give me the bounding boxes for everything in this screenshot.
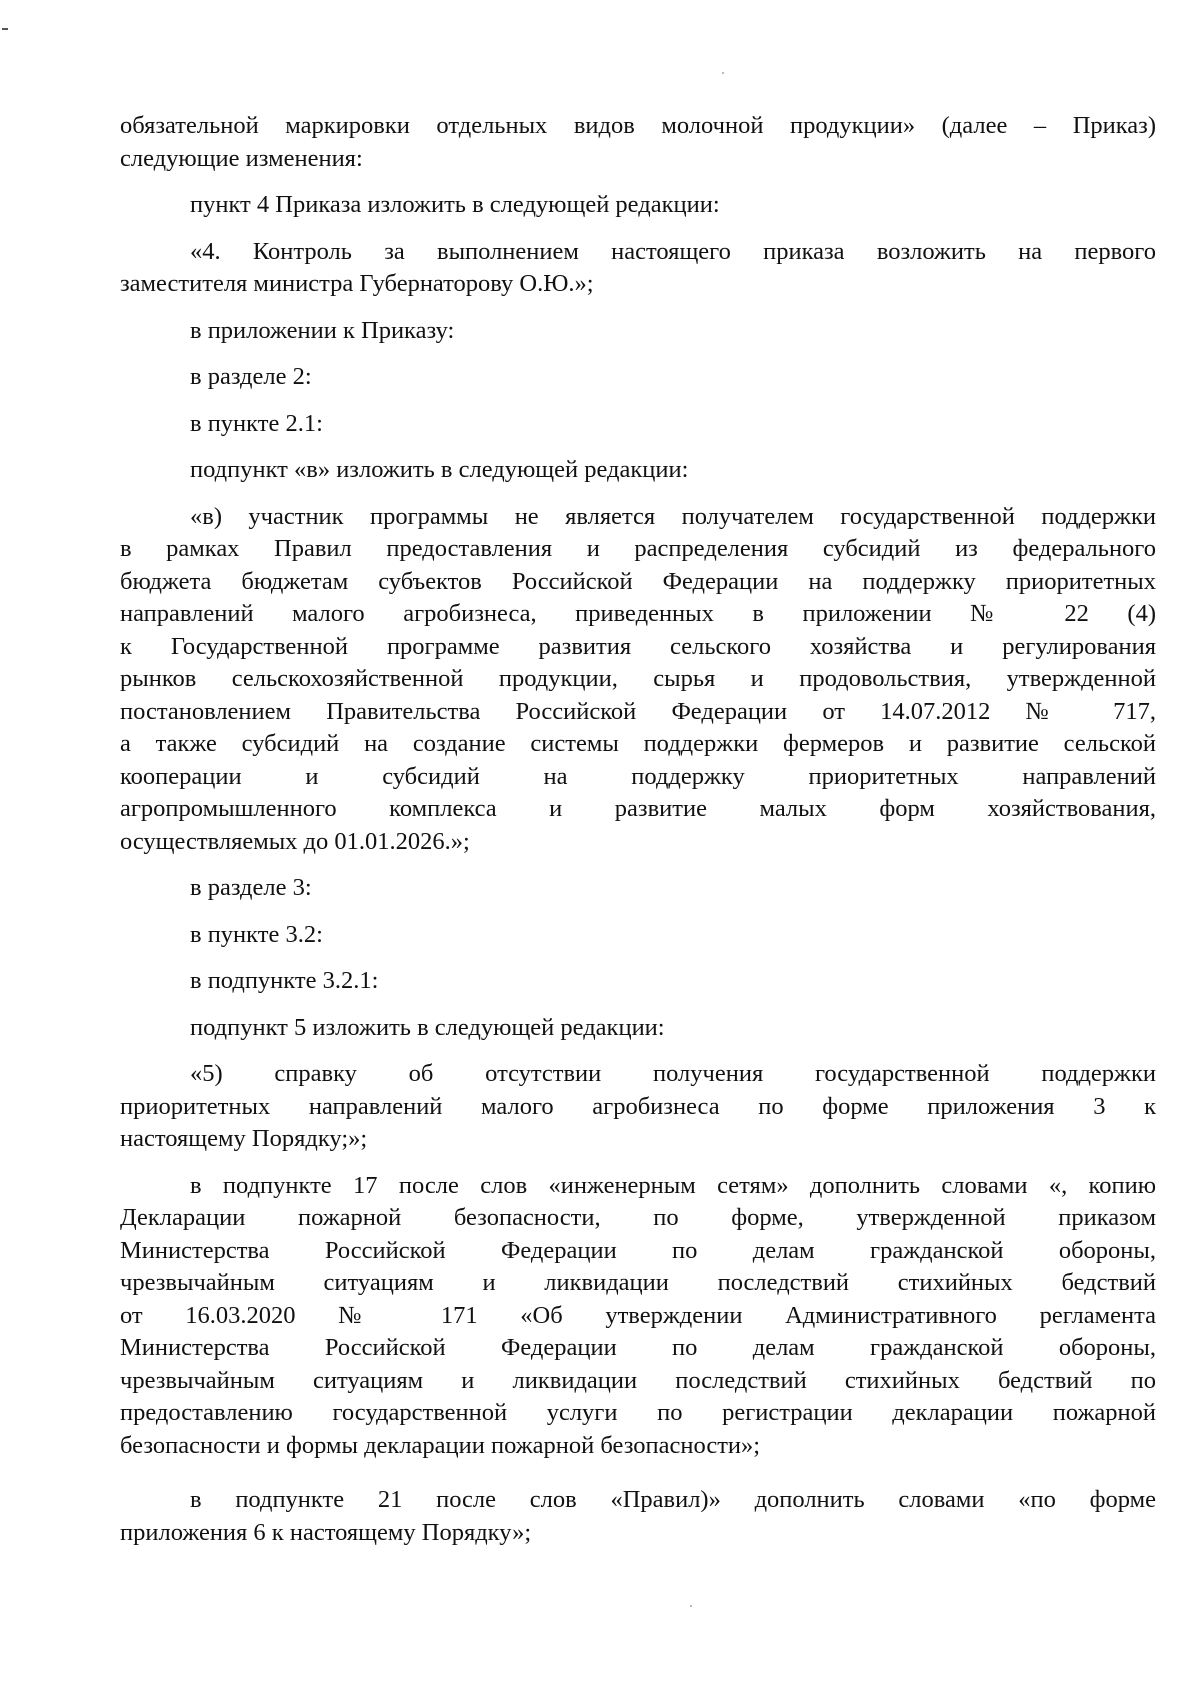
paragraph-p12 (120, 1058, 1156, 1156)
text-line: бюджета бюджетам субъектов Российской Федерации на поддержку приоритетных (120, 567, 1156, 595)
text-line: чрезвычайным ситуациям и ликвидации последствий стихийных бедствий (120, 1269, 1156, 1296)
text-line: постановлением Правительства Российской Федерации от 14.07.2012 № 717, (120, 697, 1156, 725)
text-line: предоставлению государственной услуги по регистрации декларации пожарной (120, 1399, 1156, 1426)
text-line: «5) справку об отсутствии получения государственной поддержки (190, 1060, 1156, 1087)
scan-artifact (2, 28, 8, 30)
scan-artifact-dot (722, 72, 724, 74)
text-line: в подпункте 3.2.1: (190, 967, 379, 994)
text-line: осуществляемых до 01.01.2026.»; (120, 827, 470, 855)
text-line: подпункт «в» изложить в следующей редакции: (190, 456, 689, 483)
text-line: подпункт 5 изложить в следующей редакции: (190, 1013, 665, 1041)
document-body (120, 110, 1156, 1563)
text-line: «4. Контроль за выполнением настоящего приказа возложить на первого (190, 237, 1156, 265)
text-line: приоритетных направлений малого агробизнеса по форме приложения 3 к (120, 1092, 1156, 1120)
text-line: агропромышленного комплекса и развитие малых форм хозяйствования, (120, 795, 1156, 822)
text-line: в пункте 3.2: (190, 920, 323, 948)
text-line: Декларации пожарной безопасности, по форме, утвержденной приказом (120, 1204, 1156, 1231)
text-line: «в) участник программы не является получателем государственной поддержки (190, 502, 1156, 530)
paragraph-p8 (120, 872, 1156, 905)
paragraph-p13 (120, 1170, 1156, 1463)
text-line: к Государственной программе развития сельского хозяйства и регулирования (120, 632, 1156, 660)
text-line: Министерства Российской Федерации по делам гражданской обороны, (120, 1334, 1156, 1361)
text-line: кооперации и субсидий на поддержку приоритетных направлений (120, 762, 1156, 790)
paragraph-p14 (120, 1484, 1156, 1549)
paragraph-p0 (120, 110, 1156, 175)
text-line: безопасности и формы декларации пожарной безопасности»; (120, 1431, 761, 1459)
text-line: в приложении к Приказу: (190, 316, 455, 344)
text-line: направлений малого агробизнеса, приведенных в приложении № 22 (4) (120, 600, 1156, 627)
text-line: следующие изменения: (120, 144, 363, 172)
text-line: настоящему Порядку;»; (120, 1125, 368, 1152)
paragraph-p9 (120, 919, 1156, 952)
text-line: в пункте 2.1: (190, 409, 323, 437)
text-line: пункт 4 Приказа изложить в следующей редакции: (190, 191, 720, 218)
text-line: обязательной маркировки отдельных видов молочной продукции» (далее – Приказ) (120, 112, 1156, 139)
paragraph-p3 (120, 315, 1156, 348)
paragraph-p1 (120, 189, 1156, 222)
paragraph-p2 (120, 236, 1156, 301)
scan-artifact-dot (690, 1605, 692, 1607)
text-line: в подпункте 17 после слов «инженерным сетям» дополнить словами «, копию (190, 1171, 1156, 1199)
paragraph-p5 (120, 408, 1156, 441)
paragraph-p10 (120, 965, 1156, 998)
text-line: от 16.03.2020 № 171 «Об утверждении Административного регламента (120, 1301, 1156, 1329)
paragraph-p11 (120, 1012, 1156, 1045)
paragraph-p7 (120, 501, 1156, 859)
text-line: рынков сельскохозяйственной продукции, сырья и продовольствия, утвержденной (120, 665, 1156, 692)
text-line: в разделе 3: (190, 874, 312, 901)
text-line: в разделе 2: (190, 363, 312, 390)
text-line: а также субсидий на создание системы поддержки фермеров и развитие сельской (120, 730, 1156, 757)
text-line: приложения 6 к настоящему Порядку»; (120, 1518, 532, 1546)
text-line: Министерства Российской Федерации по делам гражданской обороны, (120, 1236, 1156, 1264)
paragraph-p6 (120, 454, 1156, 487)
text-line: чрезвычайным ситуациям и ликвидации последствий стихийных бедствий по (120, 1366, 1156, 1394)
text-line: в подпункте 21 после слов «Правил)» дополнить словами «по форме (190, 1486, 1156, 1513)
text-line: в рамках Правил предоставления и распределения субсидий из федерального (120, 535, 1156, 562)
paragraph-p4 (120, 361, 1156, 394)
text-line: заместителя министра Губернаторову О.Ю.»; (120, 270, 594, 297)
